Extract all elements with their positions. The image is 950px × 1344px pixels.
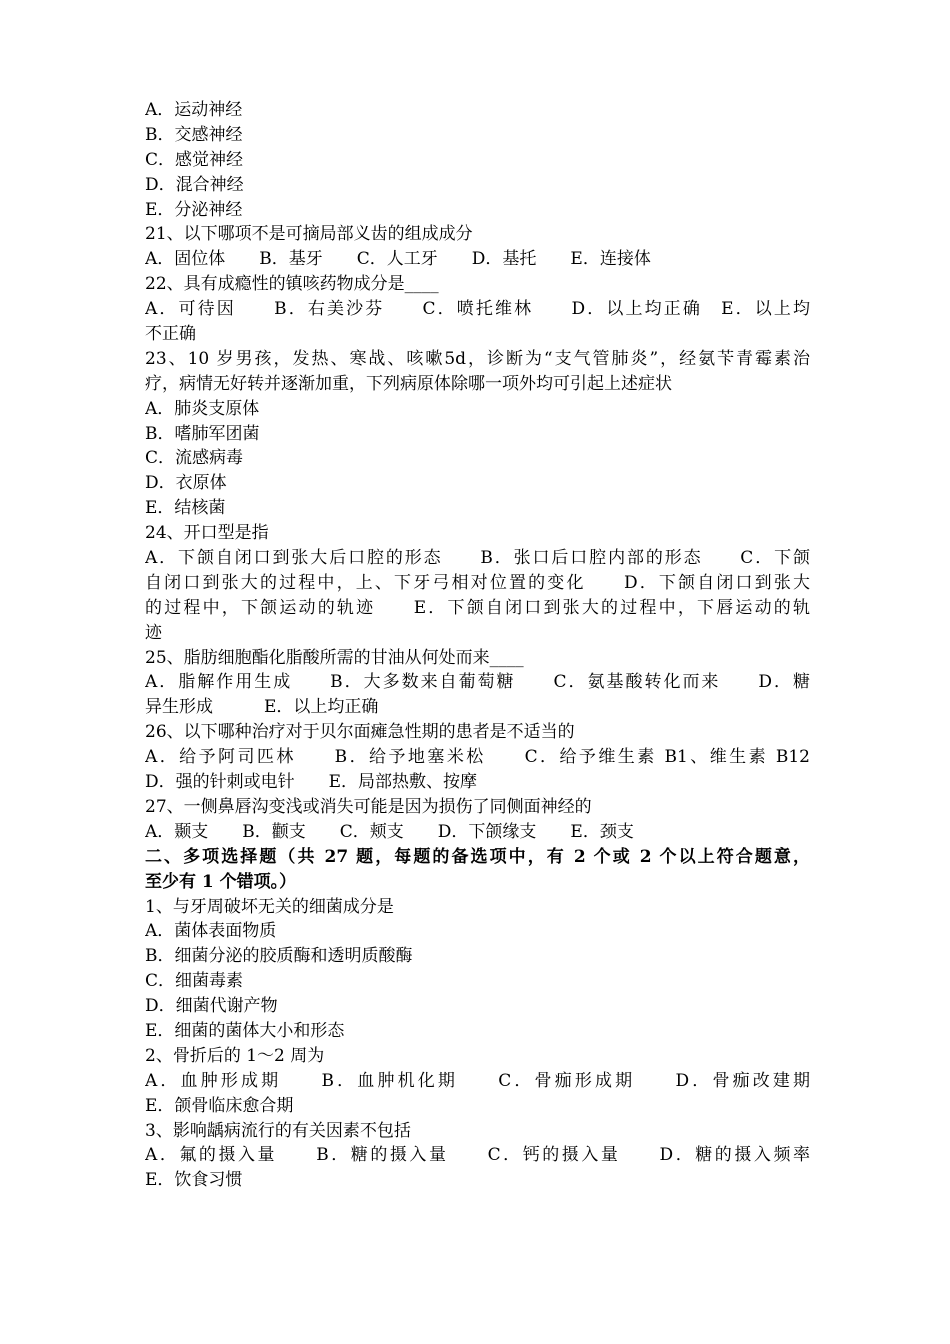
option-line: A．运动神经 [145, 100, 243, 120]
options-25: A．脂解作用生成 B．大多数来自葡萄糖 C．氨基酸转化而来 D．糖 [145, 672, 810, 693]
options-21: A．固位体 B．基牙 C．人工牙 D．基托 E．连接体 [145, 249, 651, 270]
section-heading: 二、多项选择题（共 27 题，每题的备选项中，有 2 个或 2 个以上符合题意， [145, 846, 810, 867]
question-21: 21、以下哪项不是可摘局部义齿的组成成分 [145, 224, 473, 245]
question-22: 22、具有成瘾性的镇咳药物成分是____ [145, 274, 439, 295]
option-line: C．感觉神经 [145, 149, 244, 170]
options-24: A．下颌自闭口到张大后口腔的形态 B．张口后口腔内部的形态 C．下颌 [145, 548, 810, 569]
options-26-cont: D．强的针刺或电针 E．局部热敷、按摩 [145, 772, 478, 793]
question-23: 23、10 岁男孩，发热、寒战、咳嗽5d，诊断为“支气管肺炎”，经氨苄青霉素治 [145, 348, 810, 369]
option-line: B．细菌分泌的胶质酶和透明质酸酶 [145, 946, 413, 967]
question-m2: 2、骨折后的 1～2 周为 [145, 1045, 325, 1066]
option-line: A．肺炎支原体 [145, 398, 260, 419]
document-page [145, 98, 810, 1193]
question-24: 24、开口型是指 [145, 523, 269, 544]
question-23-cont: 疗，病情无好转并逐渐加重，下列病原体除哪一项外均可引起上述症状 [145, 373, 672, 394]
options-m3: A．氟的摄入量 B．糖的摄入量 C．钙的摄入量 D．糖的摄入频率 [145, 1145, 810, 1166]
options-27: A．颞支 B．颧支 C．颊支 D．下颌缘支 E．颈支 [145, 821, 634, 842]
options-m3-cont: E．饮食习惯 [145, 1170, 243, 1191]
options-24-cont: 迹 [145, 622, 162, 643]
option-line: C．细菌毒素 [145, 971, 244, 992]
option-line: C．流感病毒 [145, 448, 244, 469]
option-line: E．分泌神经 [145, 199, 243, 220]
options-24-cont: 自闭口到张大的过程中，上、下牙弓相对位置的变化 D．下颌自闭口到张大 [145, 572, 810, 593]
section-heading-cont: 至少有 1 个错项。） [145, 871, 297, 892]
option-line: E．结核菌 [145, 498, 226, 519]
question-25: 25、脂肪细胞酯化脂酸所需的甘油从何处而来____ [145, 647, 524, 668]
options-22-cont: 不正确 [145, 324, 196, 345]
option-line: E．细菌的菌体大小和形态 [145, 1020, 345, 1041]
option-line: B．嗜肺军团菌 [145, 423, 260, 444]
option-line: D．衣原体 [145, 473, 227, 494]
options-m2-cont: E．颌骨临床愈合期 [145, 1095, 294, 1116]
question-m3: 3、影响龋病流行的有关因素不包括 [145, 1120, 411, 1141]
question-27: 27、一侧鼻唇沟变浅或消失可能是因为损伤了同侧面神经的 [145, 796, 592, 817]
option-line: A．菌体表面物质 [145, 921, 277, 942]
question-m1: 1、与牙周破坏无关的细菌成分是 [145, 896, 394, 917]
option-line: D．细菌代谢产物 [145, 996, 278, 1017]
question-26: 26、以下哪种治疗对于贝尔面瘫急性期的患者是不适当的 [145, 722, 575, 743]
options-26: A．给予阿司匹林 B．给予地塞米松 C．给予维生素 B1、维生素 B12 [145, 747, 810, 768]
option-line: D．混合神经 [145, 174, 244, 195]
options-25-cont: 异生形成 E．以上均正确 [145, 697, 379, 718]
options-m2: A．血肿形成期 B．血肿机化期 C．骨痂形成期 D．骨痂改建期 [145, 1070, 810, 1091]
options-22: A．可待因 B．右美沙芬 C．喷托维林 D．以上均正确 E．以上均 [145, 299, 810, 320]
option-line: B．交感神经 [145, 124, 243, 145]
options-24-cont: 的过程中，下颌运动的轨迹 E．下颌自闭口到张大的过程中，下唇运动的轨 [145, 597, 810, 618]
